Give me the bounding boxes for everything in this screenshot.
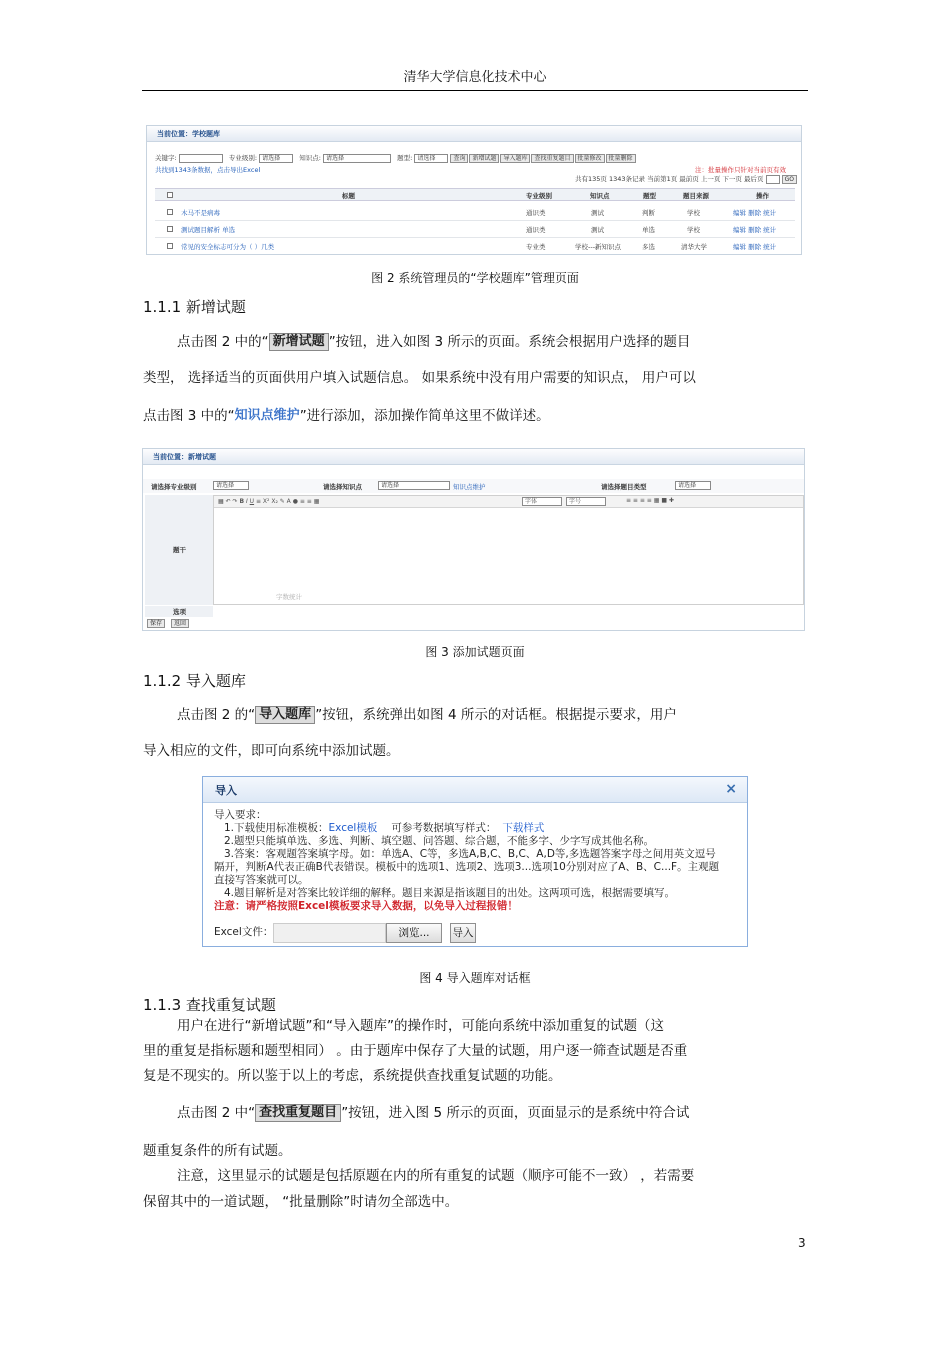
s113-paragraph-2: 里的重复是指标题和题型相同） 。由于题库中保存了大量的试题，用户逐一筛查试题是否重 (143, 1043, 688, 1059)
toolbar-icons: ▦ ↶ ↷ B I U ≡ X² X₂ ✎ A ● ≡ ≡ ▦ (218, 498, 320, 505)
figure-3-caption: 图 3 添加试题页面 (425, 645, 525, 659)
back-button[interactable]: 返回 (171, 619, 189, 628)
requirement-4: 4.题目解析是对答案比较详细的解释。题目来源是指该题目的出处。这两项可选，根据需要填写。 (224, 887, 676, 899)
row-checkbox[interactable] (167, 226, 173, 232)
dialog-body (214, 809, 744, 913)
stem-label-cell (145, 495, 213, 605)
keyword-label: 关键字: (155, 154, 177, 162)
row-source: 学校 (687, 226, 700, 234)
s113-paragraph-1: 用户在进行“新增试题”和“导入题库”的操作时，可能向系统中添加重复的试题（这 (177, 1018, 664, 1034)
table-header (155, 188, 795, 201)
pager-text: 共有135页 1343条记录 当前第1页 最前页 上一页 下一页 最后页 (575, 175, 764, 183)
row-ops[interactable]: 编辑 删除 统计 (733, 209, 777, 217)
col-source: 题目来源 (683, 192, 709, 200)
page-header: 清华大学信息化技术中心 (403, 70, 547, 85)
found-count: 共找到1343条数据， (155, 166, 218, 174)
row-kp: 学校---新知识点 (575, 243, 622, 251)
query-button[interactable]: 查询 (450, 154, 468, 163)
col-kp: 知识点 (590, 192, 610, 200)
requirement-3-cont: 隔开，判断A代表正确B代表错误。模板中的选项1、选项2、选项3...选项10分别对应了A、B、C...F。主观题 (214, 861, 720, 873)
text: 可参考数据填写样式： (391, 822, 497, 834)
breadcrumb: 当前位置：学校题库 (147, 126, 801, 142)
figure-2-caption: 图 2 系统管理员的“学校题库”管理页面 (371, 271, 579, 285)
major-label: 专业级别: (228, 154, 258, 162)
table-row (155, 240, 795, 255)
s113-paragraph-5: 题重复条件的所有试题。 (143, 1143, 292, 1159)
font-select[interactable]: 字体 (522, 497, 562, 506)
kp-select[interactable]: 请选择 (378, 481, 450, 490)
keyword-input[interactable] (179, 154, 223, 163)
header-rule (142, 90, 808, 91)
pager (575, 174, 798, 184)
major-select[interactable]: 请选择 (259, 154, 293, 163)
s111-paragraph-1 (177, 333, 690, 351)
row-major: 通识类 (526, 226, 546, 234)
found-info (155, 165, 260, 174)
import-bank-button-image: 导入题库 (255, 706, 315, 724)
batch-delete-button[interactable]: 批量删除 (606, 154, 636, 163)
go-button[interactable]: GO (782, 175, 797, 184)
align-icons: ≡ ≡ ≡ ≡ ▦ ■ ✚ (626, 497, 674, 504)
breadcrumb: 当前位置：新增试题 (143, 449, 804, 465)
s113-paragraph-7: 保留其中的一道试题， “批量删除”时请勿全部选中。 (143, 1194, 459, 1210)
warning-text: 注意：请严格按照Excel模板要求导入数据，以免导入过程报错！ (214, 900, 518, 912)
text: ”进行添加，添加操作简单这里不做详述。 (299, 408, 550, 424)
section-1-1-3-heading: 1.1.3 查找重复试题 (143, 996, 276, 1014)
s113-paragraph-6: 注意，这里显示的试题是包括原题在内的所有重复的试题（顺序可能不一致） ，若需要 (177, 1168, 695, 1184)
text: 1.下载使用标准模板： (224, 822, 329, 834)
text: ”按钮，进入如图 3 所示的页面。系统会根据用户选择的题目 (328, 333, 691, 350)
kp-label: 知识点: (299, 154, 321, 162)
row-checkbox[interactable] (167, 243, 173, 249)
kp-maintain-link-image: 知识点维护 (234, 408, 300, 424)
export-excel-link[interactable]: 点击导出Excel (217, 166, 261, 174)
close-icon[interactable]: × (725, 781, 737, 797)
col-title: 标题 (342, 192, 355, 200)
excel-template-link[interactable]: Excel模板 (328, 822, 378, 834)
requirement-3: 3.答案：客观题答案填字母。如：单选A、C等，多选A,B,C、B,C、A,D等,多选题答案字母之间用英文逗号 (224, 848, 716, 860)
row-type: 多选 (642, 243, 655, 251)
import-bank-button[interactable]: 导入题库 (500, 154, 530, 163)
add-question-screenshot (142, 448, 805, 631)
kp-label: 请选择知识点 (323, 483, 362, 491)
import-dialog (202, 776, 748, 947)
kp-select[interactable]: 请选择 (323, 154, 391, 163)
options-label-cell (145, 606, 213, 617)
filter-bar (155, 153, 795, 163)
figure-4-caption: 图 4 导入题库对话框 (419, 971, 531, 985)
dialog-title-bar (203, 777, 747, 803)
text: 点击图 2 中“ (177, 1104, 256, 1121)
row-major: 通识类 (526, 209, 546, 217)
type-select[interactable]: 请选择 (414, 154, 448, 163)
type-label: 请选择题目类型 (601, 483, 647, 491)
s111-paragraph-2: 类型， 选择适当的页面供用户填入试题信息。 如果系统中没有用户需要的知识点， 用户可以 (143, 370, 696, 386)
word-counter: 字数统计 (276, 593, 302, 601)
row-kp: 测试 (591, 226, 604, 234)
row-title[interactable]: 常见的安全标志可分为（ ）几类 (181, 243, 275, 251)
row-title[interactable]: 木马不是病毒 (181, 209, 220, 217)
table-row (155, 206, 795, 221)
text: ”按钮，系统弹出如图 4 所示的对话框。根据提示要求，用户 (315, 706, 677, 723)
save-button[interactable]: 保存 (147, 619, 165, 628)
type-select[interactable]: 请选择 (675, 481, 711, 490)
kp-maintain-link[interactable]: 知识点维护 (453, 483, 486, 491)
file-label: Excel文件： (214, 926, 274, 938)
text: 点击图 2 的“ (177, 706, 256, 723)
options-label: 选项 (173, 608, 186, 616)
type-label: 题型: (397, 154, 413, 162)
editor-toolbar (214, 496, 803, 508)
find-duplicates-button-image: 查找重复题目 (255, 1104, 341, 1122)
download-sample-link[interactable]: 下载样式 (502, 822, 545, 834)
text: 点击图 3 中的“ (143, 408, 235, 424)
stem-label: 题干 (173, 546, 186, 554)
row-type: 判断 (642, 209, 655, 217)
browse-button[interactable]: 浏览... (386, 923, 442, 943)
rich-editor[interactable] (213, 495, 804, 605)
text: ”按钮，进入图 5 所示的页面，页面显示的是系统中符合试 (341, 1104, 690, 1121)
row-source: 学校 (687, 209, 700, 217)
col-type: 题型 (643, 192, 656, 200)
major-select[interactable]: 请选择 (213, 481, 249, 490)
section-1-1-1-heading: 1.1.1 新增试题 (143, 298, 246, 316)
size-select[interactable]: 字号 (566, 497, 606, 506)
major-label: 请选择专业级别 (151, 483, 197, 491)
select-all-checkbox[interactable] (167, 192, 173, 198)
row-kp: 测试 (591, 209, 604, 217)
row-title[interactable]: 测试题目解析 单选 (181, 226, 236, 234)
row-ops[interactable]: 编辑 删除 统计 (733, 226, 777, 234)
batch-edit-button[interactable]: 批量修改 (575, 154, 605, 163)
requirement-1 (214, 822, 744, 835)
s112-paragraph-1 (177, 706, 677, 724)
row-checkbox[interactable] (167, 209, 173, 215)
col-major: 专业级别 (526, 192, 552, 200)
add-question-button[interactable]: 新增试题 (469, 154, 499, 163)
requirement-3-cont2: 直接写答案就可以。 (214, 874, 309, 886)
s112-paragraph-2: 导入相应的文件，即可向系统中添加试题。 (143, 743, 400, 759)
add-question-button-image: 新增试题 (269, 333, 329, 351)
page-number: 3 (798, 1236, 806, 1250)
s113-paragraph-4 (177, 1104, 689, 1122)
row-type: 单选 (642, 226, 655, 234)
dialog-title: 导入 (215, 784, 237, 797)
school-question-bank-screenshot (146, 125, 802, 255)
requirements-heading: 导入要求： (214, 809, 267, 821)
col-ops: 操作 (756, 192, 769, 200)
page-input[interactable] (766, 175, 780, 184)
import-button[interactable]: 导入 (450, 923, 476, 943)
s111-paragraph-3 (143, 408, 550, 424)
s113-paragraph-3: 复是不现实的。所以鉴于以上的考虑，系统提供查找重复试题的功能。 (143, 1068, 562, 1084)
find-duplicates-button[interactable]: 查找重复题目 (531, 154, 573, 163)
row-major: 专业类 (526, 243, 546, 251)
batch-note: 注：批量操作只针对当前页有效 (695, 166, 786, 174)
row-ops[interactable]: 编辑 删除 统计 (733, 243, 777, 251)
row-source: 清华大学 (681, 243, 707, 251)
text: 点击图 2 中的“ (177, 333, 269, 350)
selector-row (143, 479, 805, 493)
requirement-2: 2.题型只能填单选、多选、判断、填空题、问答题、综合题，不能多字、少字写成其他名称。 (224, 835, 655, 847)
section-1-1-2-heading: 1.1.2 导入题库 (143, 672, 246, 690)
table-row (155, 223, 795, 238)
file-path-input[interactable] (273, 923, 386, 943)
